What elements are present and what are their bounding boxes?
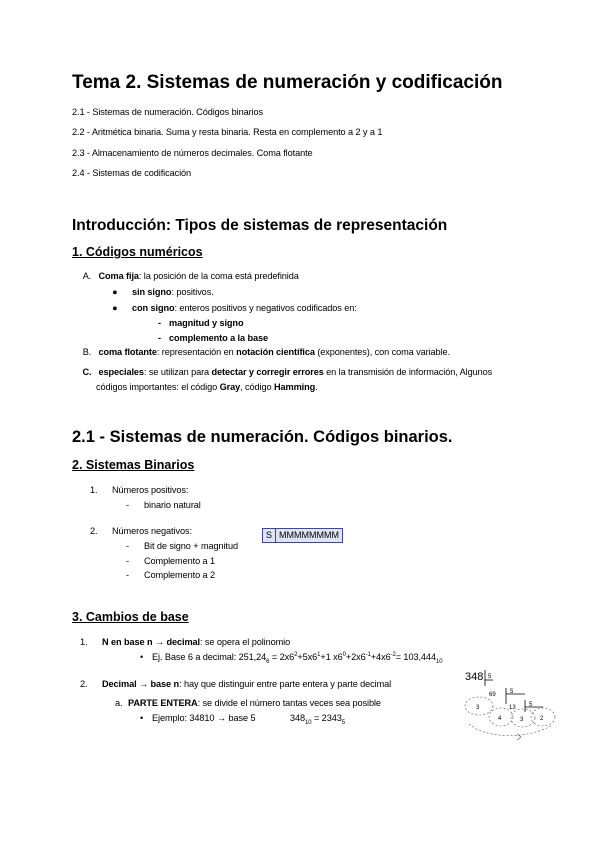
exponent: 1 [317,651,321,658]
dash: - [158,333,161,343]
text: Bit de signo + magnitud [144,541,238,551]
quotient: 13 [509,705,516,711]
bullet-icon: • [140,713,144,723]
list-marker: C. [82,367,92,377]
list-marker: A. [82,271,92,281]
text: complemento a la base [169,333,268,343]
bullet-item [112,303,357,313]
term: especiales [98,367,144,377]
list-marker: a. [115,698,123,708]
sub-item [158,333,268,343]
dividend: 348 [465,671,484,683]
sub-item [126,500,201,510]
text: : se divide el número tantas veces sea posible [197,698,381,708]
toc-item: 2.1 - Sistemas de numeración. Códigos binarios [72,107,263,117]
text: = 2343 [311,713,342,723]
list-marker: 1. [90,485,98,495]
term: Hamming [273,382,316,392]
quotient: 69 [489,692,496,698]
sub-item [126,556,215,566]
text: = 2x6 [269,652,295,662]
divisor: 5 [510,689,514,695]
term: coma flotante [98,347,157,357]
bullet-icon: ● [112,303,118,313]
example-result [290,713,345,726]
list-marker: 2. [90,526,98,536]
text: : positivos. [171,287,214,297]
dash: - [126,541,129,551]
list-marker: 1. [80,637,88,647]
subscript: 10 [435,658,443,665]
list-marker: B. [82,347,92,357]
term: Coma fija [98,271,139,281]
sub-item [115,698,381,708]
reading-arrow [469,724,551,736]
dash: - [126,570,129,580]
text: : representación en [156,347,237,357]
section-heading: 2.1 - Sistemas de numeración. Códigos binarios. [72,428,453,446]
text: 348 [290,713,306,723]
dash: - [126,556,129,566]
list-item-b [78,347,450,357]
intro-heading: Introducción: Tipos de sistemas de representación [72,217,448,234]
remainder: 3 [520,717,524,723]
list-item-c-cont [96,382,318,392]
text: magnitud y signo [169,318,244,328]
term: con signo [132,303,175,313]
magnitude-bits: MMMMMMMM [275,529,342,542]
section-subheading: 3. Cambios de base [72,610,189,624]
text: binario natural [144,500,201,510]
numbered-item [80,637,290,647]
divisor: 5 [529,702,533,708]
dash: - [126,500,129,510]
list-item-c [78,367,492,377]
term: sin signo [132,287,172,297]
text: : se opera el polinomio [199,637,291,647]
exponent: 2 [294,651,298,658]
term: notación científica [236,347,315,357]
exponent: 0 [342,651,346,658]
text: : hay que distinguir entre parte entera y parte decimal [179,679,392,689]
toc-item: 2.2 - Aritmética binaria. Suma y resta binaria. Resta en complemento a 2 y a 1 [72,127,383,137]
text: +1 x6 [320,652,343,662]
subscript: 6 [266,658,270,665]
text: en la transmisión de información, Algunos [323,367,493,377]
term: PARTE ENTERA [128,698,198,708]
text: Ej. Base 6 a decimal: 251,24 [152,652,267,662]
bullet-icon: ● [112,287,118,297]
list-item-a [78,271,299,281]
exponent: -2 [390,651,396,658]
sign-bit: S [266,530,273,540]
text: Complemento a 1 [144,556,216,566]
text: Ejemplo: 34810 → base 5 [152,713,256,723]
text: códigos importantes: el código [96,382,220,392]
text: : enteros positivos y negativos codificados en: [174,303,357,313]
final-quotient: 2 [540,716,544,722]
sign-magnitude-box [262,528,343,543]
example-line [140,713,255,723]
division-diagram [425,664,585,744]
divisor: 5 [488,674,492,680]
remainder: 4 [498,716,502,722]
text: . [315,382,318,392]
text: (exponentes), con coma variable. [314,347,450,357]
bullet-item [112,287,214,297]
term: Decimal → base n [102,679,180,689]
text: , código [240,382,274,392]
text: : la posición de la coma está predefinida [138,271,299,281]
text: +4x6 [370,652,391,662]
term: Gray [219,382,241,392]
subscript: 10 [305,719,312,726]
page-title: Tema 2. Sistemas de numeración y codificación [72,72,503,93]
example-line [140,651,443,665]
text: = 103,444 [395,652,436,662]
numbered-item [90,526,192,536]
sub-item [126,570,215,580]
sub-item [126,541,238,551]
text: +2x6 [345,652,366,662]
dash: - [158,318,161,328]
sub-item [158,318,243,328]
term: detectar y corregir errores [211,367,324,377]
toc-item: 2.4 - Sistemas de codificación [72,168,192,178]
list-marker: 2. [80,679,88,689]
numbered-item [90,485,188,495]
text: : se utilizan para [143,367,212,377]
text: Números positivos: [112,485,189,495]
numbered-item [80,679,391,689]
text: +5x6 [297,652,318,662]
remainder: 3 [476,705,480,711]
text: Complemento a 2 [144,570,216,580]
subscript: 5 [341,719,345,726]
intro-subheading: 1. Códigos numéricos [72,245,203,259]
term: N en base n → decimal [102,637,200,647]
exponent: -1 [365,651,371,658]
section-subheading: 2. Sistemas Binarios [72,458,195,472]
toc-item: 2.3 - Almacenamiento de números decimales. Coma flotante [72,148,313,158]
text: Números negativos: [112,526,192,536]
bullet-icon: • [140,652,144,662]
